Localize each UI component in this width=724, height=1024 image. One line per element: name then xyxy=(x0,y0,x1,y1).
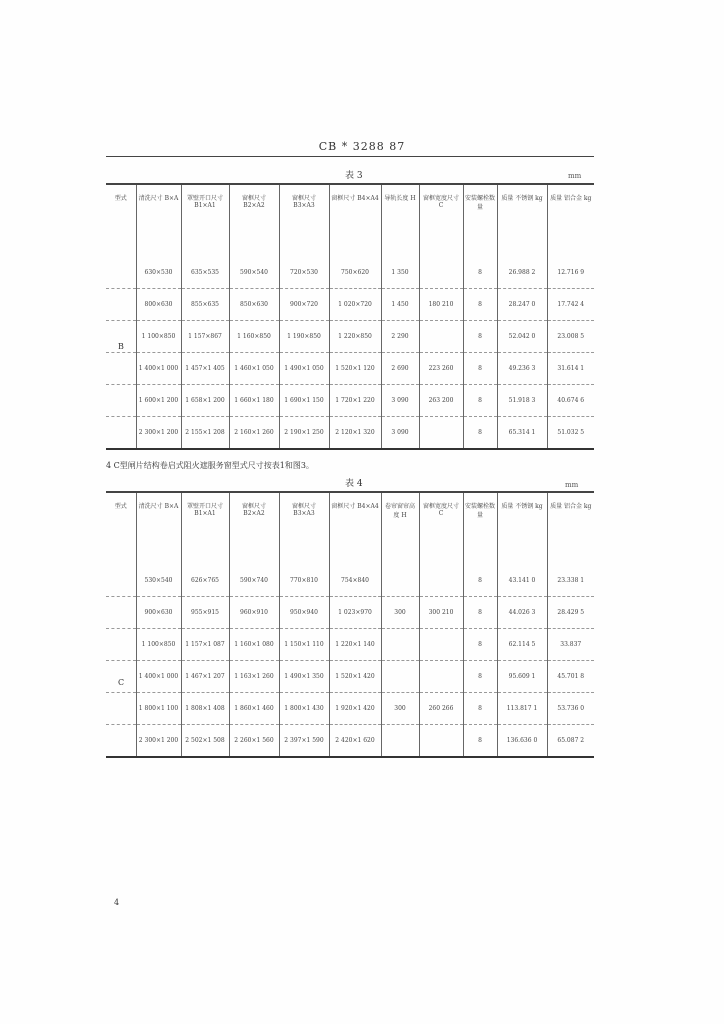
table-cell: 750×620 xyxy=(329,257,381,289)
column-header: 型式 xyxy=(114,503,127,510)
table-cell: 2 420×1 620 xyxy=(329,725,381,758)
table-cell: 300 xyxy=(381,597,419,629)
table-row xyxy=(106,353,594,385)
table-cell: 1 350 xyxy=(381,257,419,289)
table-cell: 1 023×970 xyxy=(329,597,381,629)
table-row xyxy=(106,693,594,725)
table-cell: 900×720 xyxy=(279,289,329,321)
table-cell: 2 397×1 590 xyxy=(279,725,329,758)
table3-unit: mm xyxy=(568,172,582,180)
table-cell: 1 100×850 xyxy=(136,321,181,353)
table-cell: 223 260 xyxy=(419,353,463,385)
table-cell: 1 490×1 050 xyxy=(279,353,329,385)
table-cell: 900×630 xyxy=(136,597,181,629)
table-cell xyxy=(106,289,136,321)
table-cell: 23.338 1 xyxy=(547,565,594,597)
table-cell xyxy=(419,725,463,758)
table-cell: 1 660×1 180 xyxy=(229,385,279,417)
table-cell: 1 157×867 xyxy=(181,321,229,353)
table-cell: 8 xyxy=(463,661,497,693)
table-cell: 1 450 xyxy=(381,289,419,321)
table-cell: 300 210 xyxy=(419,597,463,629)
table-cell: 180 210 xyxy=(419,289,463,321)
table-row xyxy=(106,289,594,321)
table-cell: 44.026 3 xyxy=(497,597,547,629)
column-header: 罩壁开口尺寸 B1×A1 xyxy=(181,493,229,565)
table-cell: 8 xyxy=(463,565,497,597)
table-cell: 51.918 3 xyxy=(497,385,547,417)
table-cell xyxy=(419,257,463,289)
table-cell: 1 720×1 220 xyxy=(329,385,381,417)
table-cell: 300 xyxy=(381,693,419,725)
table-cell: 28.429 5 xyxy=(547,597,594,629)
table-cell: 2 155×1 208 xyxy=(181,417,229,450)
table-cell: 1 520×1 420 xyxy=(329,661,381,693)
table-cell: 53.736 0 xyxy=(547,693,594,725)
table-cell xyxy=(106,385,136,417)
table-cell: 28.247 0 xyxy=(497,289,547,321)
table-cell: 260 266 xyxy=(419,693,463,725)
column-header: 质量 铝合金 kg xyxy=(547,493,594,565)
column-header: 窗框尺寸 B2×A2 xyxy=(229,493,279,565)
table-cell: 1 400×1 000 xyxy=(136,661,181,693)
table-cell: 8 xyxy=(463,289,497,321)
table-cell: 65.087 2 xyxy=(547,725,594,758)
table-cell xyxy=(419,629,463,661)
table-cell: 1 190×850 xyxy=(279,321,329,353)
table-cell: 2 190×1 250 xyxy=(279,417,329,450)
table3 xyxy=(106,185,594,450)
table-cell: 770×810 xyxy=(279,565,329,597)
table-row xyxy=(106,629,594,661)
column-header: 窗框宽度尺寸 C xyxy=(419,185,463,257)
table-cell: 2 120×1 320 xyxy=(329,417,381,450)
table4-caption: 表 4 xyxy=(345,479,363,489)
table-cell: 1 808×1 408 xyxy=(181,693,229,725)
table-cell: 8 xyxy=(463,597,497,629)
table-cell: 1 160×850 xyxy=(229,321,279,353)
table-cell: 8 xyxy=(463,353,497,385)
table-cell: 1 020×720 xyxy=(329,289,381,321)
table-cell: 8 xyxy=(463,321,497,353)
table-cell: 1 400×1 000 xyxy=(136,353,181,385)
table-cell: 1 220×850 xyxy=(329,321,381,353)
table-cell: 950×940 xyxy=(279,597,329,629)
table-cell xyxy=(419,321,463,353)
table-row xyxy=(106,321,594,353)
table-cell: 590×540 xyxy=(229,257,279,289)
table4-unit: mm xyxy=(565,481,579,489)
table-cell: 635×535 xyxy=(181,257,229,289)
column-header: 质量 不锈钢 kg xyxy=(497,493,547,565)
column-header: 安装螺栓数量 xyxy=(463,185,497,257)
table-cell: 2 260×1 560 xyxy=(229,725,279,758)
table-cell: 800×630 xyxy=(136,289,181,321)
column-header: 导轨长度 H xyxy=(381,185,419,257)
table-cell xyxy=(419,661,463,693)
page-number: 4 xyxy=(114,898,120,907)
column-header: 质量 不锈钢 kg xyxy=(497,185,547,257)
table-row xyxy=(106,417,594,450)
table-cell: 95.609 1 xyxy=(497,661,547,693)
table-row xyxy=(106,661,594,693)
table-cell: 1 460×1 050 xyxy=(229,353,279,385)
table-row xyxy=(106,257,594,289)
column-header: 型式 xyxy=(114,195,127,202)
table-cell xyxy=(419,417,463,450)
table-cell: 1 150×1 110 xyxy=(279,629,329,661)
table-row xyxy=(106,597,594,629)
table-cell: 3 090 xyxy=(381,385,419,417)
table-cell: 1 800×1 100 xyxy=(136,693,181,725)
table-cell xyxy=(106,597,136,629)
table-cell xyxy=(106,725,136,758)
table-cell: 1 860×1 460 xyxy=(229,693,279,725)
table-cell xyxy=(106,353,136,385)
table-cell: 1 658×1 200 xyxy=(181,385,229,417)
table-row xyxy=(106,565,594,597)
table-cell: 8 xyxy=(463,725,497,758)
table-cell: 43.141 0 xyxy=(497,565,547,597)
column-header: 清洗尺寸 B×A xyxy=(136,185,181,257)
table-cell: 33.837 xyxy=(547,629,594,661)
table-cell: 263 200 xyxy=(419,385,463,417)
table-cell xyxy=(106,693,136,725)
column-header: 窗框尺寸 B4×A4 xyxy=(329,493,381,565)
table-cell: 850×630 xyxy=(229,289,279,321)
table3-caption: 表 3 xyxy=(345,171,363,181)
table-cell xyxy=(106,661,136,693)
table-cell: 1 157×1 087 xyxy=(181,629,229,661)
column-header: 卷帘窗帘高度 H xyxy=(381,493,419,565)
table-cell xyxy=(106,257,136,289)
table-cell: 1 920×1 420 xyxy=(329,693,381,725)
table-cell: 630×530 xyxy=(136,257,181,289)
table-cell xyxy=(381,725,419,758)
table-cell: 1 490×1 350 xyxy=(279,661,329,693)
column-header: 窗框尺寸 B4×A4 xyxy=(329,185,381,257)
table-cell xyxy=(106,565,136,597)
table-cell: 49.236 3 xyxy=(497,353,547,385)
table-cell: 1 160×1 080 xyxy=(229,629,279,661)
table-cell: 1 800×1 430 xyxy=(279,693,329,725)
column-header: 窗框尺寸 B3×A3 xyxy=(279,185,329,257)
table-cell: 2 502×1 508 xyxy=(181,725,229,758)
table-cell: 960×910 xyxy=(229,597,279,629)
table-cell xyxy=(419,565,463,597)
table-cell: 26.988 2 xyxy=(497,257,547,289)
table-cell: 955×915 xyxy=(181,597,229,629)
table-cell: 1 467×1 207 xyxy=(181,661,229,693)
table-row xyxy=(106,385,594,417)
table-cell: 530×540 xyxy=(136,565,181,597)
table-cell xyxy=(106,417,136,450)
table-cell: 1 520×1 120 xyxy=(329,353,381,385)
table-cell: 62.114 5 xyxy=(497,629,547,661)
table3-type: B xyxy=(118,342,124,351)
column-header: 安装螺栓数量 xyxy=(463,493,497,565)
table-cell: 2 300×1 200 xyxy=(136,417,181,450)
paragraph-4: 4 C型闸片结构卷启式阻火遮服务窗型式尺寸按表1和图3。 xyxy=(106,461,314,470)
table-row xyxy=(106,725,594,758)
table-cell xyxy=(381,629,419,661)
table4 xyxy=(106,493,594,758)
table-cell: 8 xyxy=(463,693,497,725)
table-cell: 52.042 0 xyxy=(497,321,547,353)
table-cell: 17.742 4 xyxy=(547,289,594,321)
table-cell: 1 690×1 150 xyxy=(279,385,329,417)
table4-type: C xyxy=(118,678,125,687)
column-header: 罩壁开口尺寸 B1×A1 xyxy=(181,185,229,257)
table-cell: 2 300×1 200 xyxy=(136,725,181,758)
table-cell: 754×840 xyxy=(329,565,381,597)
table-cell: 45.701 8 xyxy=(547,661,594,693)
table-cell: 855×635 xyxy=(181,289,229,321)
column-header: 窗框宽度尺寸 C xyxy=(419,493,463,565)
table-cell xyxy=(381,661,419,693)
table-cell: 720×530 xyxy=(279,257,329,289)
table-cell: 136.636 0 xyxy=(497,725,547,758)
table-cell: 65.314 1 xyxy=(497,417,547,450)
table-cell: 12.716 9 xyxy=(547,257,594,289)
column-header: 窗框尺寸 B2×A2 xyxy=(229,185,279,257)
table-cell: 40.674 6 xyxy=(547,385,594,417)
table-cell: 1 163×1 260 xyxy=(229,661,279,693)
header-rule xyxy=(106,156,594,157)
table-cell: 23.008 5 xyxy=(547,321,594,353)
table-cell: 3 090 xyxy=(381,417,419,450)
table-cell: 8 xyxy=(463,417,497,450)
table-cell: 51.032 5 xyxy=(547,417,594,450)
table-cell: 626×765 xyxy=(181,565,229,597)
table-cell: 31.614 1 xyxy=(547,353,594,385)
column-header: 清洗尺寸 B×A xyxy=(136,493,181,565)
table-cell: 2 690 xyxy=(381,353,419,385)
standard-header: CB * 3288 87 xyxy=(318,140,406,153)
table-cell xyxy=(106,629,136,661)
column-header: 窗框尺寸 B3×A3 xyxy=(279,493,329,565)
table-cell: 113.817 1 xyxy=(497,693,547,725)
table-cell: 2 160×1 260 xyxy=(229,417,279,450)
table-cell: 1 457×1 405 xyxy=(181,353,229,385)
table-cell: 1 600×1 200 xyxy=(136,385,181,417)
table-cell: 1 220×1 140 xyxy=(329,629,381,661)
table-cell: 590×740 xyxy=(229,565,279,597)
table-cell xyxy=(381,565,419,597)
table-cell: 1 100×850 xyxy=(136,629,181,661)
table-cell: 8 xyxy=(463,385,497,417)
table-cell: 8 xyxy=(463,629,497,661)
table-cell: 8 xyxy=(463,257,497,289)
table-cell: 2 290 xyxy=(381,321,419,353)
column-header: 质量 铝合金 kg xyxy=(547,185,594,257)
